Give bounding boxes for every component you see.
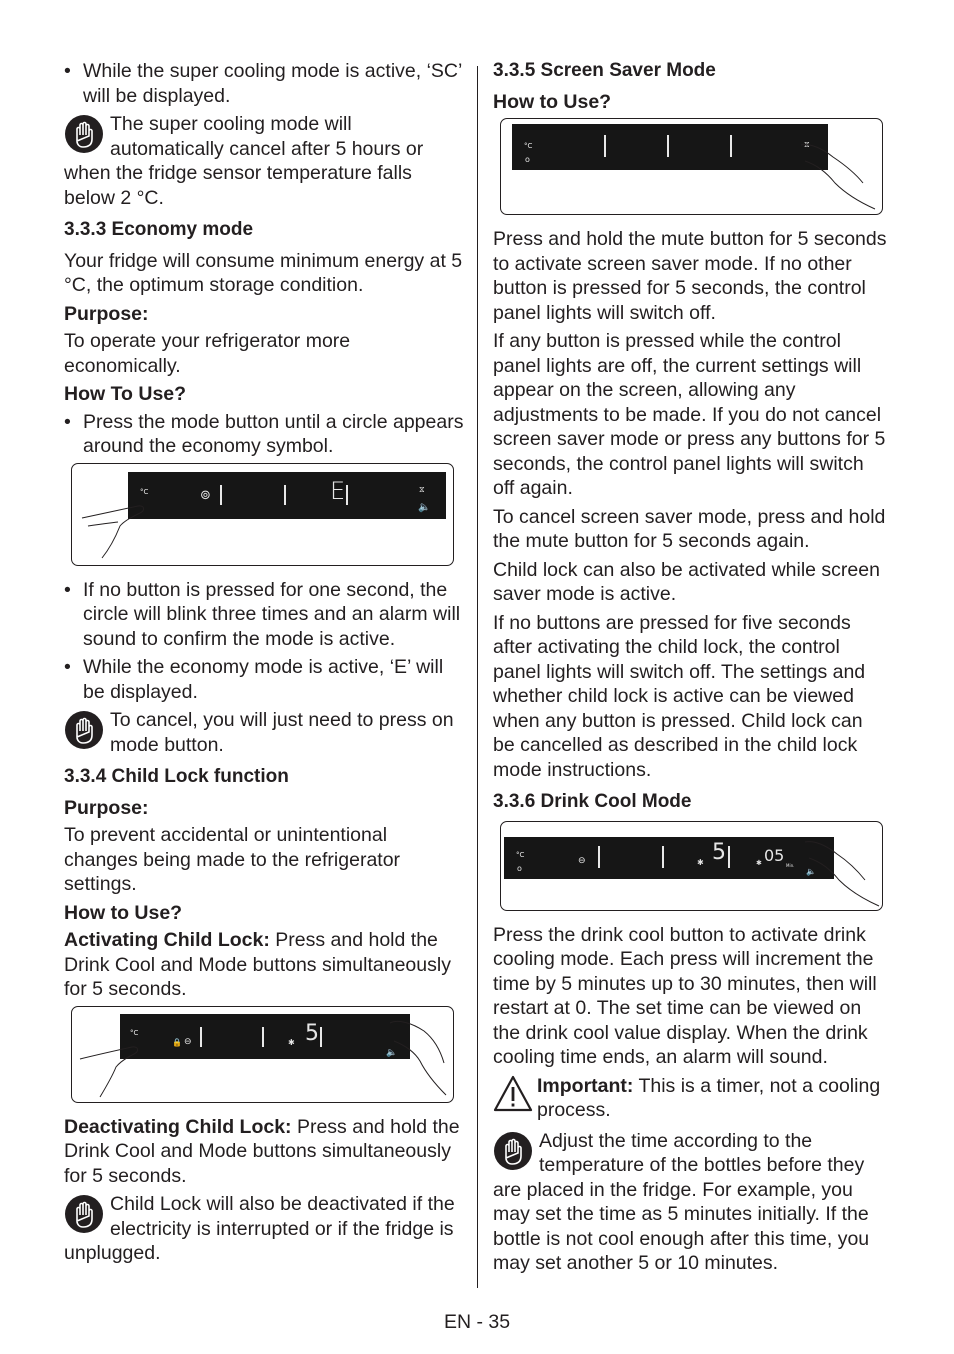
list-item: • While the super cooling mode is active, ‘SC’ will be displayed. — [64, 60, 462, 107]
list-item: • If no button is pressed for one second, the circle will blink three times and an alarm will sound to confirm the mode is active. — [64, 578, 461, 650]
temp-unit-label: °C — [524, 142, 533, 150]
child-lock-panel-illustration — [71, 1006, 454, 1103]
economy-icon: ⊖ — [578, 855, 586, 866]
list-item: • Press the mode button until a circle appears around the economy symbol. — [64, 410, 464, 457]
hand-icon — [493, 1131, 533, 1171]
purpose-label: Purpose: — [64, 796, 149, 819]
drink-cool-panel-illustration — [500, 821, 883, 911]
saver-paragraph: If no buttons are pressed for five seconds after activating the child lock, the control panel lights will switch off. The settings and whether child lock is active can be viewed when any button is pressed. Child lock can be cancelled as described in the child lock mode instructions. — [493, 611, 866, 781]
economy-icon: ⊚ — [200, 487, 211, 503]
economy-intro: Your fridge will consume minimum energy at 5 °C, the optimum storage condition. — [64, 249, 463, 296]
warning-note — [493, 1074, 889, 1123]
info-note — [493, 1129, 889, 1276]
snowflake-icon: ✱ — [756, 858, 762, 867]
hand-icon — [64, 710, 104, 750]
howto-label: How to Use? — [493, 90, 612, 113]
page-number: EN - 35 — [443, 1311, 511, 1333]
screen-saver-panel-illustration — [500, 118, 883, 215]
snowflake-icon: ✱ — [697, 857, 704, 867]
column-divider — [477, 66, 478, 1288]
economy-blink: If no button is pressed for one second, the circle will blink three times and an alarm will sound to confirm the mode is active. — [83, 578, 461, 650]
economy-display: While the economy mode is active, ‘E’ will be displayed. — [83, 656, 444, 703]
activate-paragraph — [64, 928, 464, 1002]
alarm-icon: ⧖ — [419, 484, 425, 494]
display-separator — [320, 1027, 322, 1047]
mode-display-char: E — [330, 476, 346, 505]
drink-paragraph: Press the drink cool button to activate drink cooling mode. Each press will increment the time by 5 minutes up to 30 minutes, then will restart at 0. The set time can be viewed on the drink cool value display. When the drink cooling time ends, an alarm will sound. — [493, 923, 877, 1068]
deactivate-text: Press and hold the Drink Cool and Mode buttons simultaneously for 5 seconds. — [64, 1115, 460, 1187]
child-note: Child Lock will also be deactivated if the electricity is interrupted or if the fridge is unplugged. — [64, 1193, 455, 1264]
activate-text: Press and hold the Drink Cool and Mode buttons simultaneously for 5 seconds. — [64, 929, 451, 1000]
drink-note: Adjust the time according to the temperature of the bottles before they are placed in the fridge. For example, you may set the time as 5 minutes initially. If the bottle is not cool enough after this time, you may set another 5 or 10 minutes. — [493, 1129, 870, 1274]
info-note — [64, 1192, 464, 1266]
hand-pressing-illustration — [799, 137, 879, 213]
child-purpose: To prevent accidental or unintentional changes being made to the refrigerator settings. — [64, 824, 401, 895]
purpose-label: Purpose: — [64, 302, 149, 325]
economy-step: Press the mode button until a circle appears around the economy symbol. — [83, 410, 464, 457]
economy-panel-illustration — [71, 463, 454, 566]
display-separator — [220, 485, 222, 505]
display-screen — [120, 1014, 410, 1059]
hand-pressing-illustration — [78, 1037, 154, 1099]
display-screen — [128, 472, 446, 519]
display-separator — [346, 485, 348, 505]
drink-timer-unit: Min. — [786, 862, 795, 868]
info-note — [64, 112, 464, 210]
hand-pressing-illustration — [384, 1011, 450, 1099]
deactivate-label: Deactivating Child Lock: — [64, 1115, 292, 1138]
snowflake-icon: ✱ — [288, 1037, 295, 1047]
display-separator — [284, 485, 286, 505]
economy-purpose: To operate your refrigerator more economically. — [64, 330, 351, 377]
alarm-icon: ⧖ — [804, 140, 810, 149]
display-separator — [604, 135, 606, 157]
display-separator — [200, 1027, 202, 1047]
economy-cancel: To cancel, you will just need to press on mode button. — [110, 709, 454, 756]
display-screen — [512, 124, 828, 170]
saver-paragraph: To cancel screen saver mode, press and hold the mute button for 5 seconds again. — [493, 505, 886, 552]
mute-icon: 🔈 — [418, 501, 431, 513]
display-separator — [598, 846, 600, 868]
hand-pressing-illustration — [80, 496, 160, 562]
saver-paragraph: Press and hold the mute button for 5 seconds to activate screen saver mode. If no other button is pressed for 5 seconds, the control panel lights will switch off. — [493, 228, 887, 324]
lock-icon: 🔒 — [172, 1037, 182, 1047]
hand-icon — [64, 114, 104, 154]
hand-pressing-illustration — [801, 836, 881, 908]
left-column — [64, 59, 464, 1272]
temp-unit-label: °C — [130, 1028, 139, 1037]
temp-unit-label: °C — [140, 487, 149, 496]
display-separator — [728, 846, 730, 868]
mute-icon: 🔈 — [806, 866, 816, 876]
display-separator — [262, 1027, 264, 1047]
howto-label: How To Use? — [64, 383, 187, 405]
drink-cool-heading: 3.3.6 Drink Cool Mode — [493, 791, 692, 812]
list-item: • While the economy mode is active, ‘E’ will be displayed. — [64, 656, 444, 703]
economy-heading: 3.3.3 Economy mode — [64, 219, 254, 240]
display-screen — [504, 837, 834, 879]
indicator-dot: o — [525, 155, 530, 164]
indicator-dot: o — [517, 863, 522, 873]
saver-paragraph: Child lock can also be activated while screen saver mode is active. — [493, 558, 880, 605]
saver-paragraph: If any button is pressed while the control panel lights are off, the current settings will appear on the screen, allowing any adjustments to be made. If you do not cancel screen saver mode or press any buttons for 5 seconds, the control panel lights will switch off again. — [493, 330, 886, 499]
display-separator — [662, 846, 664, 868]
hand-icon — [64, 1194, 104, 1234]
display-separator — [730, 135, 732, 157]
temp-unit-label: °C — [516, 850, 525, 859]
child-lock-heading: 3.3.4 Child Lock function — [64, 766, 289, 787]
sc-note-text: The super cooling mode will automatically cancel after 5 hours or when the fridge sensor temperature falls below 2 °C. — [64, 113, 424, 209]
activate-label: Activating Child Lock: — [64, 929, 270, 951]
display-separator — [667, 135, 669, 157]
important-text: This is a timer, not a cooling process. — [537, 1074, 881, 1121]
mute-icon: 🔈 — [386, 1047, 398, 1058]
info-note — [64, 708, 464, 757]
warning-icon — [493, 1074, 533, 1114]
screen-saver-heading: 3.3.5 Screen Saver Mode — [493, 60, 716, 81]
drink-timer-value: 05 — [764, 845, 785, 865]
drink-display-char: 5 — [305, 1020, 319, 1046]
drink-display-char: 5 — [712, 839, 726, 865]
important-label: Important: — [537, 1074, 634, 1097]
right-column — [493, 59, 889, 1282]
sc-bullet-text: While the super cooling mode is active, ‘SC’ will be displayed. — [83, 60, 462, 107]
howto-label: How to Use? — [64, 901, 183, 924]
economy-icon: ⊖ — [184, 1036, 192, 1047]
deactivate-paragraph — [64, 1115, 464, 1189]
